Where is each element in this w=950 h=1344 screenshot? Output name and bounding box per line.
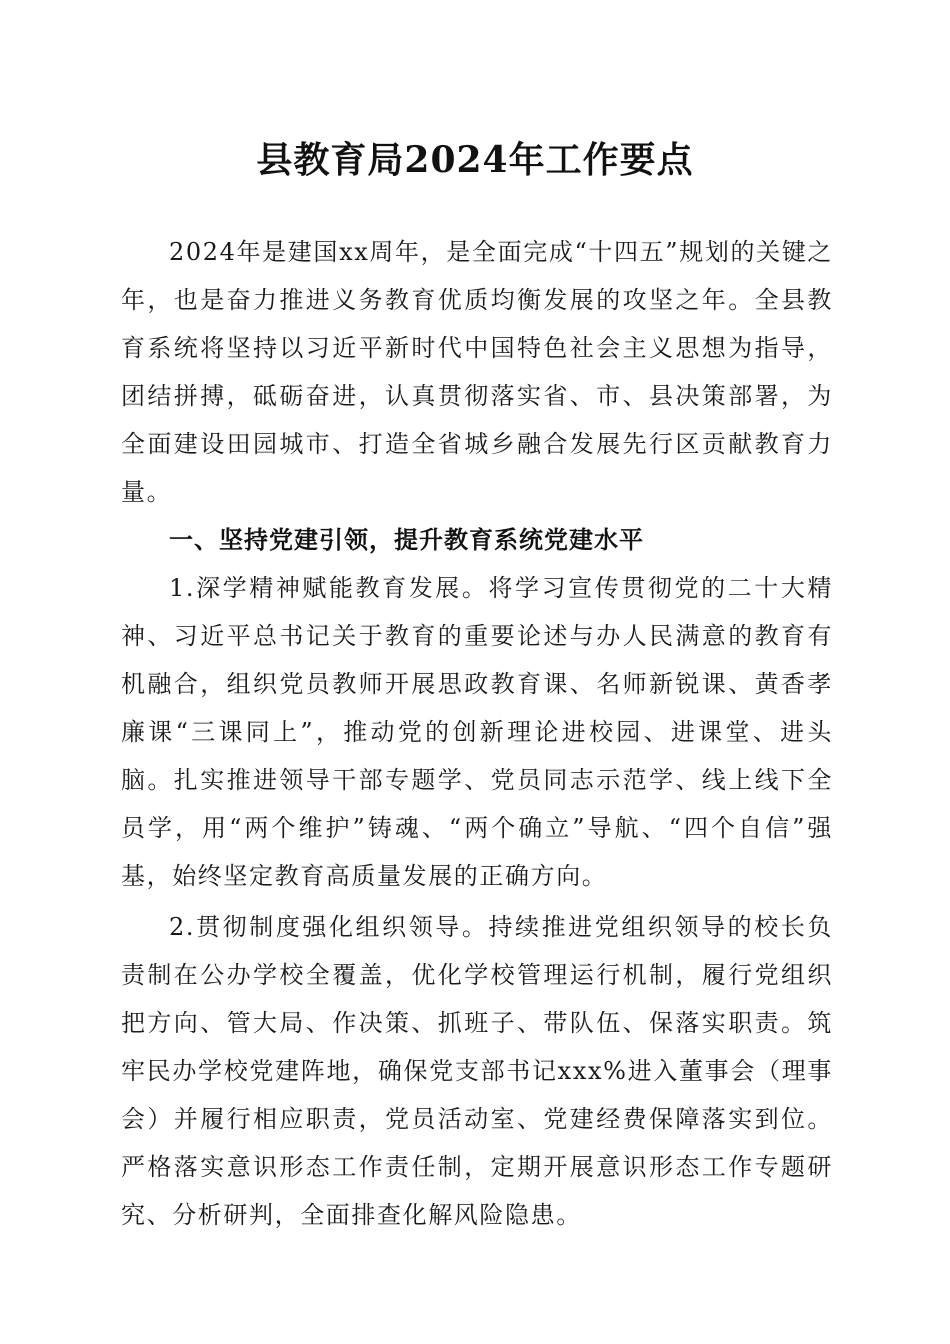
section-item-2: 2.贯彻制度强化组织领导。持续推进党组织领导的校长负责制在公办学校全覆盖，优化学校管理运行机制，履行党组织把方向、管大局、作决策、抓班子、带队伍、保落实职责。筑牢民办学校党建阵地，确保党支部书记xxx%进入董事会（理事会）并履行相应职责，党员活动室、党建经费保障落实到位。严格落实意识形态工作责任制，定期开展意识形态工作专题研究、分析研判，全面排查化解风险隐患。 [121,913,833,1229]
intro-paragraph: 2024年是建国xx周年，是全面完成“十四五”规划的关键之年，也是奋力推进义务教育优质均衡发展的攻坚之年。全县教育系统将坚持以习近平新时代中国特色社会主义思想为指导，团结拼搏，砥砺奋进，认真贯彻落实省、市、县决策部署，为全面建设田园城市、打造全省城乡融合发展先行区贡献教育力量。 [121,238,833,506]
document-title: 县教育局2024年工作要点 [256,139,694,181]
section-heading: 一、坚持党建引领，提升教育系统党建水平 [169,526,644,554]
section-item-1: 1.深学精神赋能教育发展。将学习宣传贯彻党的二十大精神、习近平总书记关于教育的重要论述与办人民满意的教育有机融合，组织党员教师开展思政教育课、名师新锐课、黄香孝廉课“三课同上”，推动党的创新理论进校园、进课堂、进头脑。扎实推进领导干部专题学、党员同志示范学、线上线下全员学，用“两个维护”铸魂、“两个确立”导航、“四个自信”强基，始终坚定教育高质量发展的正确方向。 [121,574,833,890]
document-body [121,228,833,1239]
